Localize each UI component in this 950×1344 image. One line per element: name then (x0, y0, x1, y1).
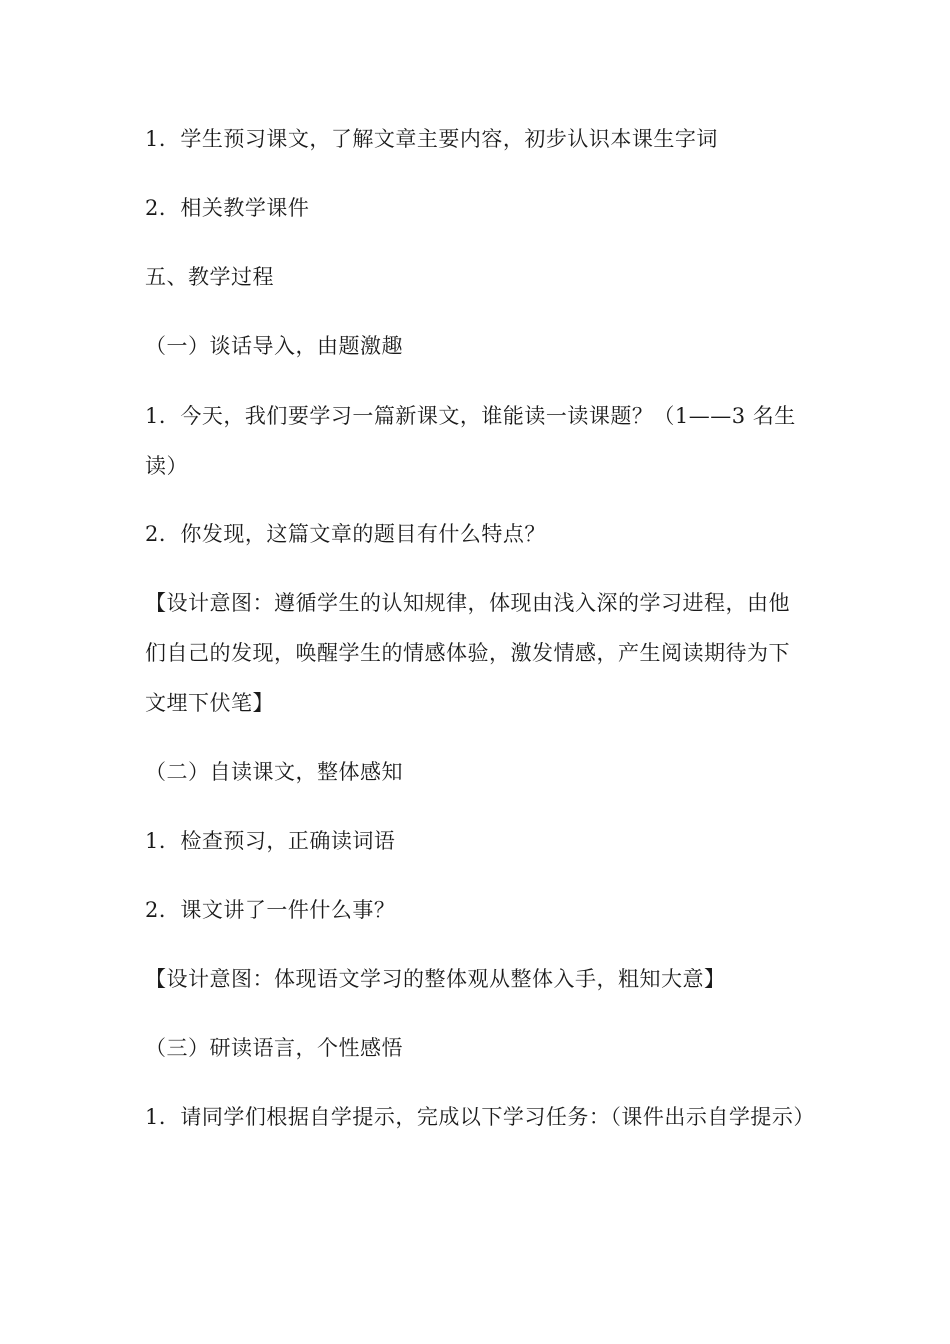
step-2-2: 2．课文讲了一件什么事？ (145, 898, 396, 922)
design-intent-1: 【设计意图：遵循学生的认知规律，体现由浅入深的学习进程，由他们自己的发现，唤醒学生的情感体验，激发情感，产生阅读期待为下文埋下伏笔】 (145, 591, 790, 715)
subsection-heading-3: （三）研读语言，个性感悟 (145, 1036, 403, 1060)
step-1-1: 1．今天，我们要学习一篇新课文，谁能读一读课题？（1——3 名生读） (145, 404, 796, 478)
step-2-1: 1．检查预习，正确读词语 (145, 829, 396, 853)
prep-item-1: 1．学生预习课文，了解文章主要内容，初步认识本课生字词 (145, 127, 718, 151)
design-intent-2: 【设计意图：体现语文学习的整体观从整体入手，粗知大意】 (145, 967, 726, 991)
step-1-2: 2．你发现，这篇文章的题目有什么特点？ (145, 522, 546, 546)
step-3-1: 1．请同学们根据自学提示，完成以下学习任务：（课件出示自学提示） (145, 1105, 815, 1129)
subsection-heading-2: （二）自读课文，整体感知 (145, 760, 403, 784)
prep-item-2: 2．相关教学课件 (145, 196, 310, 220)
subsection-heading-1: （一）谈话导入，由题激趣 (145, 334, 403, 358)
section-heading-teaching-process: 五、教学过程 (145, 265, 274, 289)
